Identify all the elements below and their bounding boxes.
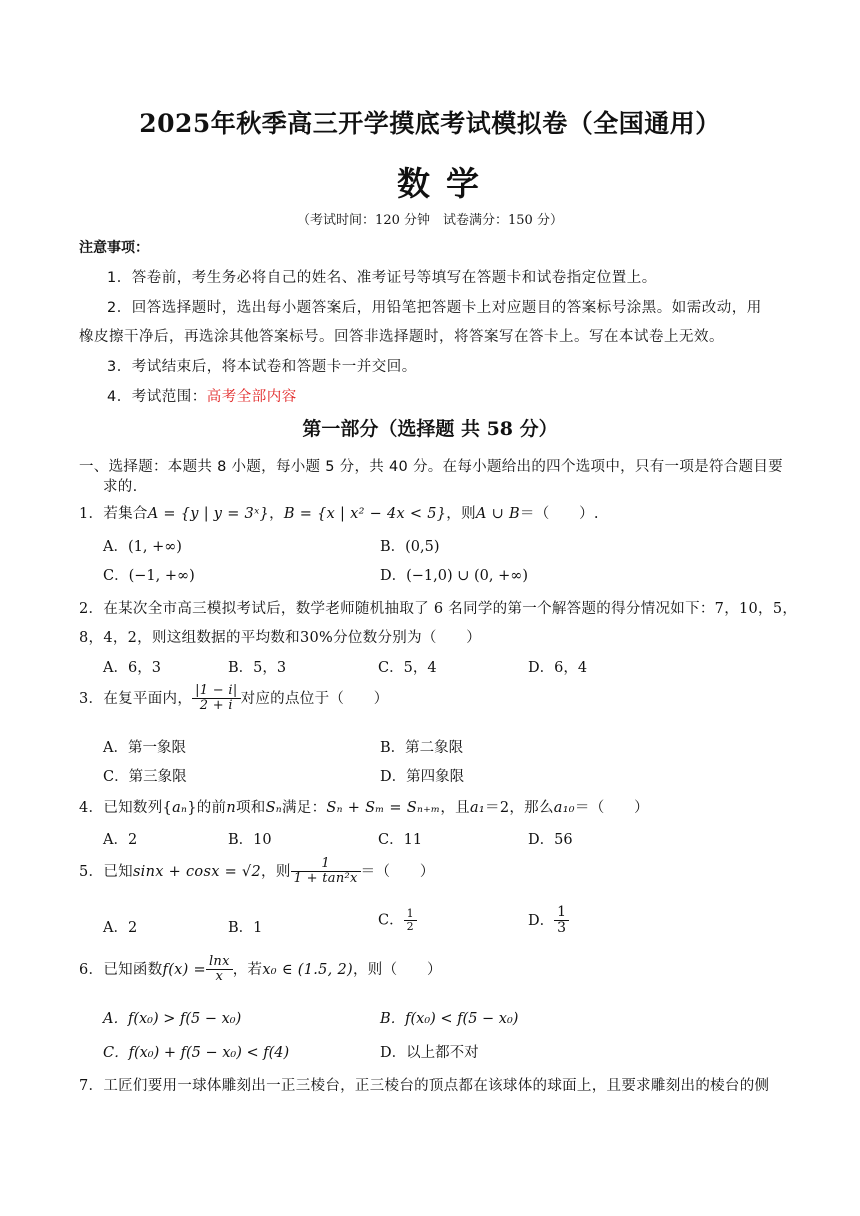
q2-option-a: A．6，3 bbox=[103, 660, 161, 676]
q4-sequence: aₙ bbox=[172, 800, 188, 816]
q6-domain: x₀ ∈ (1.5, 2) bbox=[262, 961, 353, 978]
q3-fraction bbox=[192, 684, 240, 714]
q3-option-d: D．第四象限 bbox=[380, 769, 465, 785]
q4-a10: a₁₀ bbox=[553, 800, 575, 816]
q4-sn: Sₙ bbox=[265, 800, 282, 816]
exam-scope: 高考全部内容 bbox=[206, 389, 297, 405]
q3-text: 3．在复平面内， bbox=[79, 690, 193, 707]
q6-option-a: A．f(x₀) > f(5 − x₀) bbox=[103, 1011, 242, 1027]
q1-option-c: C．(−1, +∞) bbox=[103, 568, 195, 584]
q3-option-a: A．第一象限 bbox=[103, 740, 186, 756]
q4-option-a: A．2 bbox=[103, 832, 138, 848]
q5-option-d-label: D． bbox=[528, 912, 555, 929]
q1-option-d: D．(−1,0) ∪ (0, +∞) bbox=[380, 568, 529, 584]
note-item-4-label: 4．考试范围： bbox=[107, 389, 207, 405]
q3-option-b: B．第二象限 bbox=[380, 740, 464, 756]
question-1-stem bbox=[79, 502, 599, 523]
question-5-stem bbox=[79, 857, 435, 887]
q6-fraction-denominator: x bbox=[215, 969, 224, 985]
q6-text: 6．已知函数 bbox=[79, 961, 163, 978]
question-2-stem-cont: 8，4，2，则这组数据的平均数和30%分位数分别为（ ） bbox=[79, 630, 482, 646]
note-item-2-cont: 橡皮擦干净后，再选涂其他答案标号。回答非选择题时，将答案写在答卡上。写在本试卷上无效。 bbox=[79, 329, 724, 345]
q1-text-2: ，则 bbox=[446, 506, 476, 522]
q5-option-d-numerator: 1 bbox=[554, 905, 569, 921]
q1-separator: ， bbox=[269, 506, 284, 522]
question-7-stem: 7．工匠们要用一球体雕刻出一正三棱台，正三棱台的顶点都在该球体的球面上，且要求雕刻出的棱台的侧 bbox=[79, 1078, 770, 1094]
question-2-stem: 2．在某次全市高三模拟考试后，数学老师随机抽取了 6 名同学的第一个解答题的得分情况如下：7，10，5， bbox=[79, 601, 798, 617]
q4-text-6: ＝2，那么 bbox=[485, 800, 554, 816]
q4-text-3: 项和 bbox=[235, 800, 266, 816]
note-item-2: 2．回答选择题时，选出每小题答案后，用铅笔把答题卡上对应题目的答案标号涂黑。如需改动，用 bbox=[107, 300, 762, 316]
q1-text: 1．若集合 bbox=[79, 506, 148, 522]
q5-option-a: A．2 bbox=[103, 920, 138, 936]
q3-fraction-numerator: |1 − i| bbox=[192, 684, 240, 699]
q1-expression: A ∪ B bbox=[475, 506, 520, 522]
q6-fraction bbox=[206, 955, 233, 985]
q5-text: 5．已知 bbox=[79, 863, 133, 880]
exam-title: 2025年秋季高三开学摸底考试模拟卷（全国通用） bbox=[139, 109, 721, 138]
q6-option-d: D．以上都不对 bbox=[380, 1045, 479, 1061]
note-item-4 bbox=[107, 385, 297, 406]
q5-option-d-denominator: 3 bbox=[557, 920, 567, 937]
exam-time-info: （考试时间：120 分钟 试卷满分：150 分） bbox=[297, 213, 563, 228]
section-instructions: 一、选择题：本题共 8 小题，每小题 5 分，共 40 分。在每小题给出的四个选项中，只有一项是符合题目要 bbox=[79, 459, 783, 475]
q2-option-b: B．5，3 bbox=[228, 660, 287, 676]
q6-option-c: C．f(x₀) + f(5 − x₀) < f(4) bbox=[103, 1045, 290, 1061]
q1-text-3: ＝（ ）. bbox=[519, 506, 599, 522]
q5-fraction-denominator: 1 + tan²x bbox=[293, 871, 358, 887]
q4-option-d: D．56 bbox=[528, 832, 573, 848]
q5-option-c-numerator: 1 bbox=[404, 908, 417, 921]
q3-fraction-denominator: 2 + i bbox=[199, 698, 233, 714]
q6-text-2: ，若 bbox=[232, 961, 263, 978]
notes-heading: 注意事项： bbox=[79, 240, 149, 256]
q3-text-2: 对应的点位于（ ） bbox=[240, 690, 389, 707]
q4-n: n bbox=[226, 800, 236, 816]
q5-option-c-fraction bbox=[404, 908, 417, 933]
q2-option-d: D．6，4 bbox=[528, 660, 588, 676]
q5-option-d-fraction bbox=[554, 905, 569, 937]
question-6-stem bbox=[79, 955, 442, 985]
q4-option-b: B．10 bbox=[228, 832, 272, 848]
q4-condition: Sₙ + Sₘ = Sₙ₊ₘ bbox=[326, 800, 441, 816]
q1-set-a: A = {y | y = 3ˣ} bbox=[147, 506, 270, 522]
q5-fraction-numerator: 1 bbox=[291, 857, 361, 872]
note-item-1: 1．答卷前，考生务必将自己的姓名、准考证号等填写在答题卡和试卷指定位置上。 bbox=[107, 270, 657, 286]
q5-option-d bbox=[528, 905, 569, 937]
q5-option-c-denominator: 2 bbox=[406, 920, 414, 934]
q4-text-4: 满足： bbox=[282, 800, 327, 816]
q5-text-3: ＝（ ） bbox=[360, 863, 435, 880]
q4-text: 4．已知数列{ bbox=[79, 800, 173, 816]
q6-function: f(x) = bbox=[162, 961, 206, 978]
section-instructions-cont: 求的. bbox=[103, 479, 138, 495]
q3-option-c: C．第三象限 bbox=[103, 769, 187, 785]
subject-title: 数学 bbox=[397, 164, 495, 203]
q5-condition: sinx + cosx = √2 bbox=[132, 863, 262, 880]
part-one-title: 第一部分（选择题 共 58 分） bbox=[302, 418, 558, 440]
note-item-3: 3．考试结束后，将本试卷和答题卡一并交回。 bbox=[107, 359, 417, 375]
q2-option-c: C．5，4 bbox=[378, 660, 437, 676]
q6-fraction-numerator: lnx bbox=[206, 955, 233, 970]
q5-option-c bbox=[378, 908, 417, 933]
q5-text-2: ，则 bbox=[261, 863, 291, 880]
question-3-stem bbox=[79, 684, 389, 714]
q5-option-c-label: C． bbox=[378, 912, 404, 929]
q4-text-2: }的前 bbox=[187, 800, 227, 816]
q6-text-3: ，则（ ） bbox=[353, 961, 442, 978]
q5-fraction bbox=[291, 857, 361, 887]
q4-a1: a₁ bbox=[469, 800, 486, 816]
q1-option-b: B．(0,5) bbox=[380, 539, 440, 555]
q6-option-b: B．f(x₀) < f(5 − x₀) bbox=[380, 1011, 519, 1027]
q1-set-b: B = {x | x² − 4x < 5} bbox=[283, 506, 447, 522]
question-4-stem bbox=[79, 796, 649, 817]
q4-text-5: ，且 bbox=[440, 800, 470, 816]
q4-text-7: ＝（ ） bbox=[574, 800, 649, 816]
q1-option-a: A．(1, +∞) bbox=[103, 539, 182, 555]
q5-option-b: B．1 bbox=[228, 920, 263, 936]
q4-option-c: C．11 bbox=[378, 832, 423, 848]
